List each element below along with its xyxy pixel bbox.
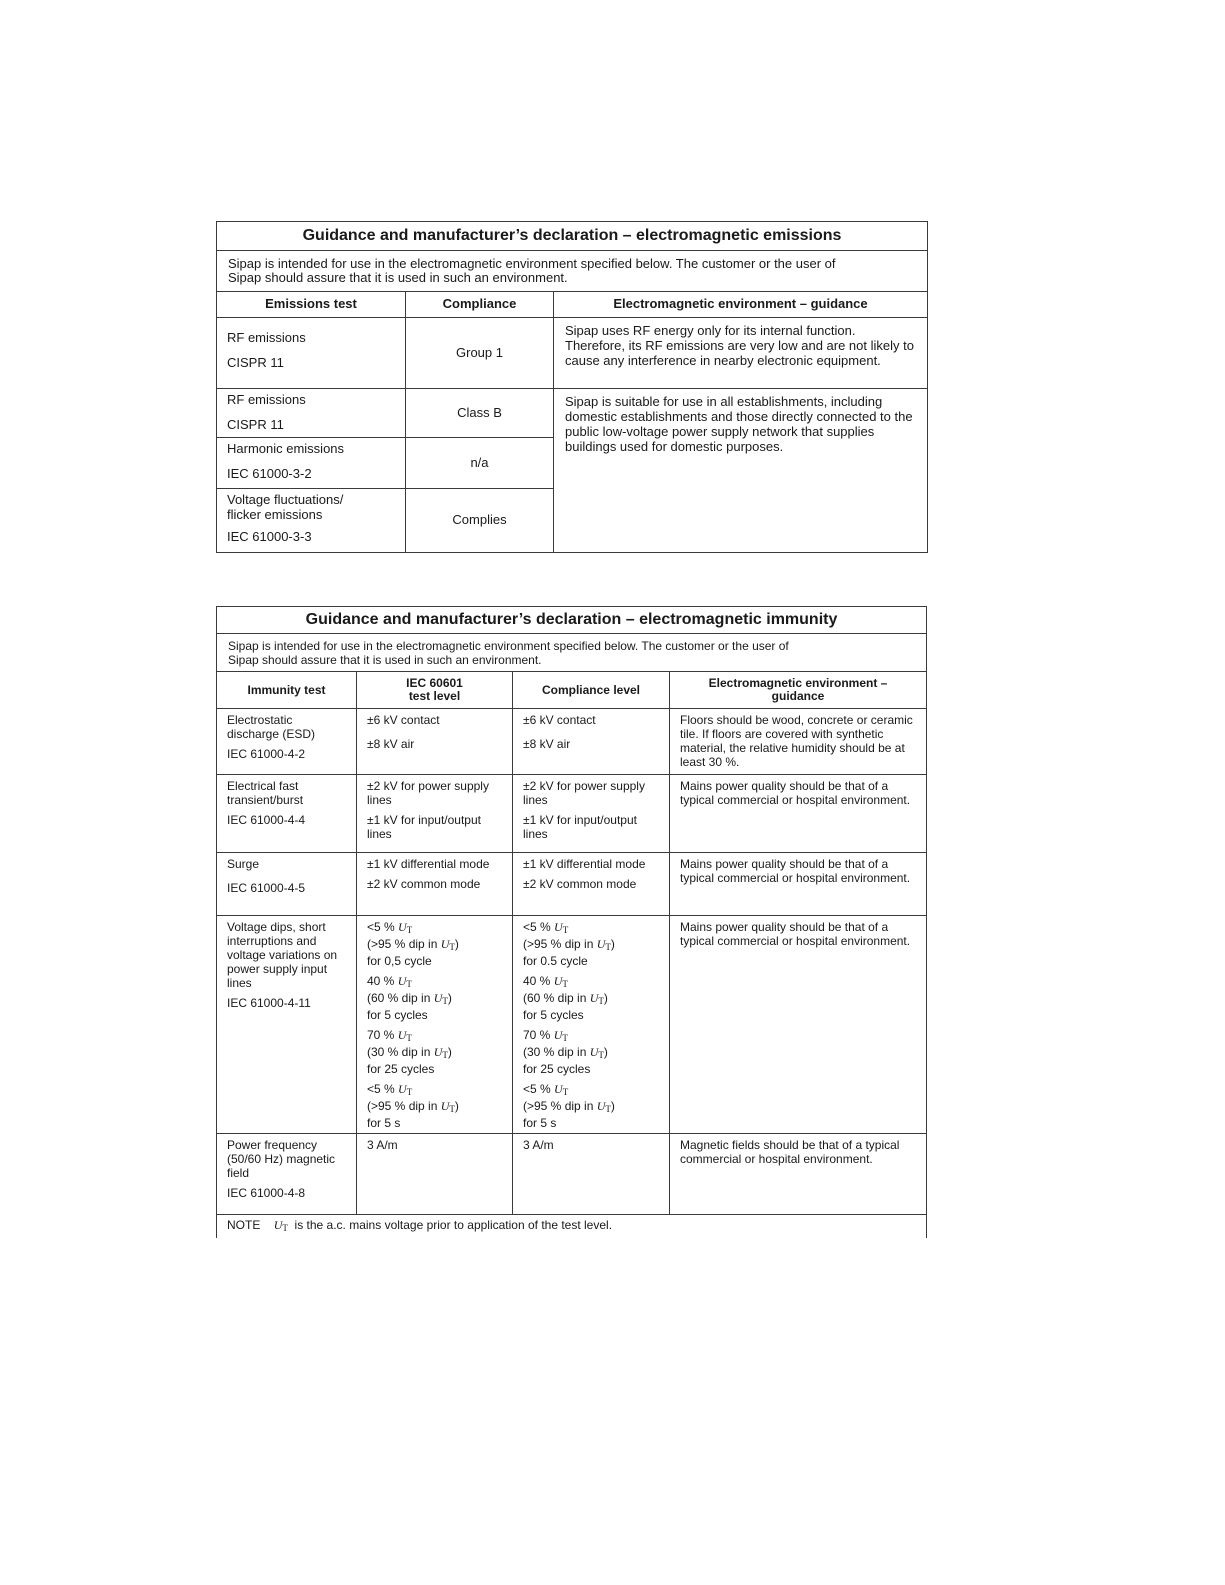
emissions-test-cell xyxy=(217,389,406,438)
dip-desc: (30 % dip in xyxy=(367,1045,434,1059)
ut-letter: U xyxy=(440,1099,450,1113)
emissions-test-cell xyxy=(217,438,406,489)
ut-symbol xyxy=(597,1099,611,1113)
immunity-title: Guidance and manufacturer’s declaration – electromagnetic immunity xyxy=(217,607,927,634)
immunity-intro-line-2: Sipap should assure that it is used in such an environment. xyxy=(228,653,542,667)
dip-percent: 40 % xyxy=(367,974,398,988)
dip-level-block xyxy=(367,1082,502,1130)
dip-line xyxy=(367,1028,502,1045)
dip-line xyxy=(367,937,502,954)
ut-sub: T xyxy=(282,1223,288,1233)
header-line: guidance xyxy=(771,689,825,703)
level-text: ±6 kV contact xyxy=(367,713,440,727)
header-line: IEC 60601 xyxy=(406,676,463,690)
dip-desc: (30 % dip in xyxy=(523,1045,590,1059)
test-name: Surge xyxy=(227,857,260,871)
ut-letter: U xyxy=(397,974,407,988)
ut-symbol xyxy=(554,920,568,934)
dip-desc: (>95 % dip in xyxy=(523,1099,597,1113)
compliance-level-cell: 3 A/m xyxy=(513,1134,670,1215)
level-text: ±1 kV differential mode xyxy=(523,857,646,871)
ut-sub: T xyxy=(406,925,413,935)
compliance-level-cell xyxy=(513,709,670,775)
test-level-cell xyxy=(357,775,513,853)
ut-sub: T xyxy=(598,996,604,1006)
emissions-title: Guidance and manufacturer’s declaration – electromagnetic emissions xyxy=(217,222,928,251)
dip-close: ) xyxy=(603,1045,608,1059)
ut-sub: T xyxy=(562,979,568,989)
level-text: ±8 kV air xyxy=(523,737,571,751)
dip-desc: (60 % dip in xyxy=(367,991,434,1005)
level-text: ±2 kV common mode xyxy=(523,877,637,891)
table-row xyxy=(217,853,927,916)
col-header-immunity-test: Immunity test xyxy=(217,672,357,709)
test-name: Power frequency (50/60 Hz) magnetic field xyxy=(227,1138,336,1180)
dip-percent: <5 % xyxy=(367,920,399,934)
dip-line xyxy=(367,974,502,991)
immunity-test-cell xyxy=(217,1134,357,1215)
col-header-emissions-test: Emissions test xyxy=(217,292,406,318)
dip-close: ) xyxy=(603,991,608,1005)
ut-letter: U xyxy=(596,937,606,951)
level-text: ±6 kV contact xyxy=(523,713,596,727)
test-level-cell xyxy=(357,916,513,1134)
dip-desc: (>95 % dip in xyxy=(367,937,441,951)
dip-desc: (>95 % dip in xyxy=(367,1099,441,1113)
dip-line xyxy=(523,1099,659,1116)
ut-sub: T xyxy=(449,942,455,952)
ut-sub: T xyxy=(598,1050,604,1060)
test-name: Voltage dips, short interruptions and voltage variations on power supply input lines xyxy=(227,920,338,990)
ut-letter: U xyxy=(553,974,563,988)
dip-line xyxy=(367,1045,502,1062)
ut-letter: U xyxy=(433,1045,443,1059)
ut-symbol xyxy=(434,991,448,1005)
dip-percent: <5 % xyxy=(523,920,555,934)
level-text: ±2 kV for power supply lines xyxy=(367,779,489,807)
dip-duration: for 5 s xyxy=(367,1116,401,1130)
ut-sub: T xyxy=(406,1033,412,1043)
ut-sub: T xyxy=(406,979,412,989)
test-standard: IEC 61000-4-8 xyxy=(227,1186,306,1200)
level-text: ±2 kV common mode xyxy=(367,877,481,891)
test-name-line-1: Voltage fluctuations/ xyxy=(227,492,344,507)
dip-duration: for 5 s xyxy=(523,1116,557,1130)
ut-symbol xyxy=(554,1028,568,1042)
note-row xyxy=(217,1215,927,1238)
dip-duration: for 25 cycles xyxy=(523,1062,591,1076)
test-name: RF emissions xyxy=(227,392,306,407)
col-header-env-guidance xyxy=(670,672,927,709)
compliance-level-cell xyxy=(513,775,670,853)
dip-desc: (60 % dip in xyxy=(523,991,590,1005)
note-text: is the a.c. mains voltage prior to application of the test level. xyxy=(294,1218,613,1232)
ut-symbol xyxy=(398,1082,412,1096)
emissions-intro-line-2: Sipap should assure that it is used in such an environment. xyxy=(228,270,568,285)
immunity-table xyxy=(216,606,927,1238)
emissions-intro xyxy=(217,251,928,292)
ut-symbol xyxy=(441,1099,455,1113)
dip-level-block xyxy=(367,1028,502,1076)
test-standard: CISPR 11 xyxy=(227,416,284,432)
immunity-intro-line-1: Sipap is intended for use in the electromagnetic environment specified below. The customer or the user of xyxy=(228,639,789,653)
ut-letter: U xyxy=(589,991,599,1005)
dip-line xyxy=(523,1045,659,1062)
dip-line xyxy=(523,937,659,954)
guidance-cell: Mains power quality should be that of a typical commercial or hospital environment. xyxy=(670,853,927,916)
test-standard: IEC 61000-3-3 xyxy=(227,529,312,544)
guidance-cell: Mains power quality should be that of a typical commercial or hospital environment. xyxy=(670,775,927,853)
ut-letter: U xyxy=(554,1082,563,1096)
ut-letter: U xyxy=(596,1099,606,1113)
dip-duration: for 0,5 cycle xyxy=(367,954,432,968)
header-line: test level xyxy=(408,689,461,703)
immunity-test-cell xyxy=(217,709,357,775)
ut-sub: T xyxy=(605,1104,611,1114)
emissions-header-row xyxy=(217,292,928,318)
dip-duration: for 5 cycles xyxy=(523,1008,584,1022)
dip-line xyxy=(523,974,659,991)
immunity-test-cell xyxy=(217,775,357,853)
ut-symbol xyxy=(434,1045,448,1059)
test-name: Harmonic emissions xyxy=(227,441,345,456)
ut-letter: U xyxy=(398,920,407,934)
guidance-cell: Floors should be wood, concrete or ceramic tile. If floors are covered with synthetic material, the relative humidity should be at least 30 %. xyxy=(670,709,927,775)
ut-sub: T xyxy=(442,1050,448,1060)
dip-line xyxy=(523,1028,659,1045)
level-text: ±1 kV for input/output lines xyxy=(523,813,637,841)
compliance-cell: Complies xyxy=(406,489,554,553)
immunity-intro xyxy=(217,634,927,672)
compliance-cell: Group 1 xyxy=(406,318,554,389)
dip-close: ) xyxy=(447,991,452,1005)
ut-symbol xyxy=(398,974,412,988)
level-text: ±2 kV for power supply lines xyxy=(523,779,645,807)
col-header-guidance: Electromagnetic environment – guidance xyxy=(554,292,928,318)
dip-line xyxy=(367,1082,502,1099)
ut-sub: T xyxy=(406,1087,413,1097)
dip-percent: 40 % xyxy=(523,974,554,988)
test-standard: IEC 61000-3-2 xyxy=(227,465,312,481)
dip-level-block xyxy=(523,1082,659,1130)
dip-line xyxy=(523,920,659,937)
dip-percent: <5 % xyxy=(523,1082,555,1096)
dip-percent: <5 % xyxy=(367,1082,399,1096)
table-row xyxy=(217,318,928,389)
test-standard: IEC 61000-4-2 xyxy=(227,747,306,761)
ut-symbol xyxy=(398,1028,412,1042)
ut-symbol xyxy=(590,991,604,1005)
dip-level-block xyxy=(367,920,502,968)
ut-symbol xyxy=(441,937,455,951)
table-row xyxy=(217,775,927,853)
guidance-cell: Mains power quality should be that of a typical commercial or hospital environment. xyxy=(670,916,927,1134)
table-row xyxy=(217,916,927,1134)
ut-sub: T xyxy=(605,942,611,952)
emissions-table xyxy=(216,221,928,553)
test-level-cell xyxy=(357,853,513,916)
dip-percent: 70 % xyxy=(367,1028,398,1042)
compliance-level-cell xyxy=(513,853,670,916)
ut-sub: T xyxy=(449,1104,455,1114)
ut-sub: T xyxy=(562,925,569,935)
dip-duration: for 25 cycles xyxy=(367,1062,435,1076)
test-standard: CISPR 11 xyxy=(227,354,284,370)
emissions-intro-line-1: Sipap is intended for use in the electromagnetic environment specified below. The customer or the user of xyxy=(228,256,836,271)
test-name: Electrical fast transient/burst xyxy=(227,779,304,807)
test-standard: IEC 61000-4-11 xyxy=(227,996,311,1010)
dip-level-block xyxy=(367,974,502,1022)
dip-line xyxy=(523,1082,659,1099)
header-line: Electromagnetic environment – xyxy=(708,676,888,690)
table-row xyxy=(217,709,927,775)
compliance-cell: Class B xyxy=(406,389,554,438)
dip-line xyxy=(523,991,659,1008)
guidance-cell: Magnetic fields should be that of a typical commercial or hospital environment. xyxy=(670,1134,927,1215)
compliance-level-cell xyxy=(513,916,670,1134)
test-level-cell xyxy=(357,709,513,775)
ut-symbol xyxy=(554,974,568,988)
test-standard: IEC 61000-4-5 xyxy=(227,881,306,895)
level-text: ±1 kV for input/output lines xyxy=(367,813,481,841)
ut-letter: U xyxy=(553,1028,563,1042)
ut-symbol xyxy=(597,937,611,951)
test-name: RF emissions xyxy=(227,330,306,345)
dip-line xyxy=(367,991,502,1008)
guidance-cell: Sipap uses RF energy only for its internal function. Therefore, its RF emissions are very low and are not likely to cause any interference in nearby electronic equipment. xyxy=(554,318,928,389)
immunity-test-cell xyxy=(217,916,357,1134)
dip-level-block xyxy=(523,1028,659,1076)
ut-sub: T xyxy=(562,1033,568,1043)
test-standard: IEC 61000-4-4 xyxy=(227,813,306,827)
dip-percent: 70 % xyxy=(523,1028,554,1042)
dip-close: ) xyxy=(610,1099,615,1113)
immunity-header-row xyxy=(217,672,927,709)
ut-letter: U xyxy=(440,937,450,951)
ut-sub: T xyxy=(562,1087,569,1097)
level-text: ±8 kV air xyxy=(367,737,415,751)
compliance-cell: n/a xyxy=(406,438,554,489)
ut-letter: U xyxy=(273,1218,283,1232)
test-name-line-2: flicker emissions xyxy=(227,506,323,522)
dip-close: ) xyxy=(454,1099,459,1113)
ut-symbol xyxy=(274,1218,288,1232)
col-header-compliance-level: Compliance level xyxy=(513,672,670,709)
ut-letter: U xyxy=(397,1028,407,1042)
ut-symbol xyxy=(398,920,412,934)
ut-letter: U xyxy=(589,1045,599,1059)
dip-line xyxy=(367,920,502,937)
dip-close: ) xyxy=(447,1045,452,1059)
ut-letter: U xyxy=(554,920,563,934)
col-header-test-level xyxy=(357,672,513,709)
ut-letter: U xyxy=(398,1082,407,1096)
dip-close: ) xyxy=(610,937,615,951)
guidance-cell: Sipap is suitable for use in all establishments, including domestic establishments and those directly connected to the public low-voltage power supply network that supplies buildings used for domestic purposes. xyxy=(554,389,928,553)
dip-duration: for 5 cycles xyxy=(367,1008,428,1022)
dip-duration: for 0.5 cycle xyxy=(523,954,588,968)
level-text: ±1 kV differential mode xyxy=(367,857,490,871)
col-header-compliance: Compliance xyxy=(406,292,554,318)
dip-level-block xyxy=(523,974,659,1022)
test-level-cell: 3 A/m xyxy=(357,1134,513,1215)
table-row xyxy=(217,1134,927,1215)
table-row xyxy=(217,389,928,438)
dip-line xyxy=(367,1099,502,1116)
dip-close: ) xyxy=(454,937,459,951)
emissions-test-cell xyxy=(217,318,406,389)
ut-sub: T xyxy=(442,996,448,1006)
immunity-test-cell xyxy=(217,853,357,916)
dip-desc: (>95 % dip in xyxy=(523,937,597,951)
ut-symbol xyxy=(554,1082,568,1096)
note-cell xyxy=(217,1215,927,1238)
dip-level-block xyxy=(523,920,659,968)
ut-symbol xyxy=(590,1045,604,1059)
note-label: NOTE xyxy=(227,1218,261,1232)
test-name: Electrostatic discharge (ESD) xyxy=(227,713,316,741)
emissions-test-cell xyxy=(217,489,406,553)
ut-letter: U xyxy=(433,991,443,1005)
